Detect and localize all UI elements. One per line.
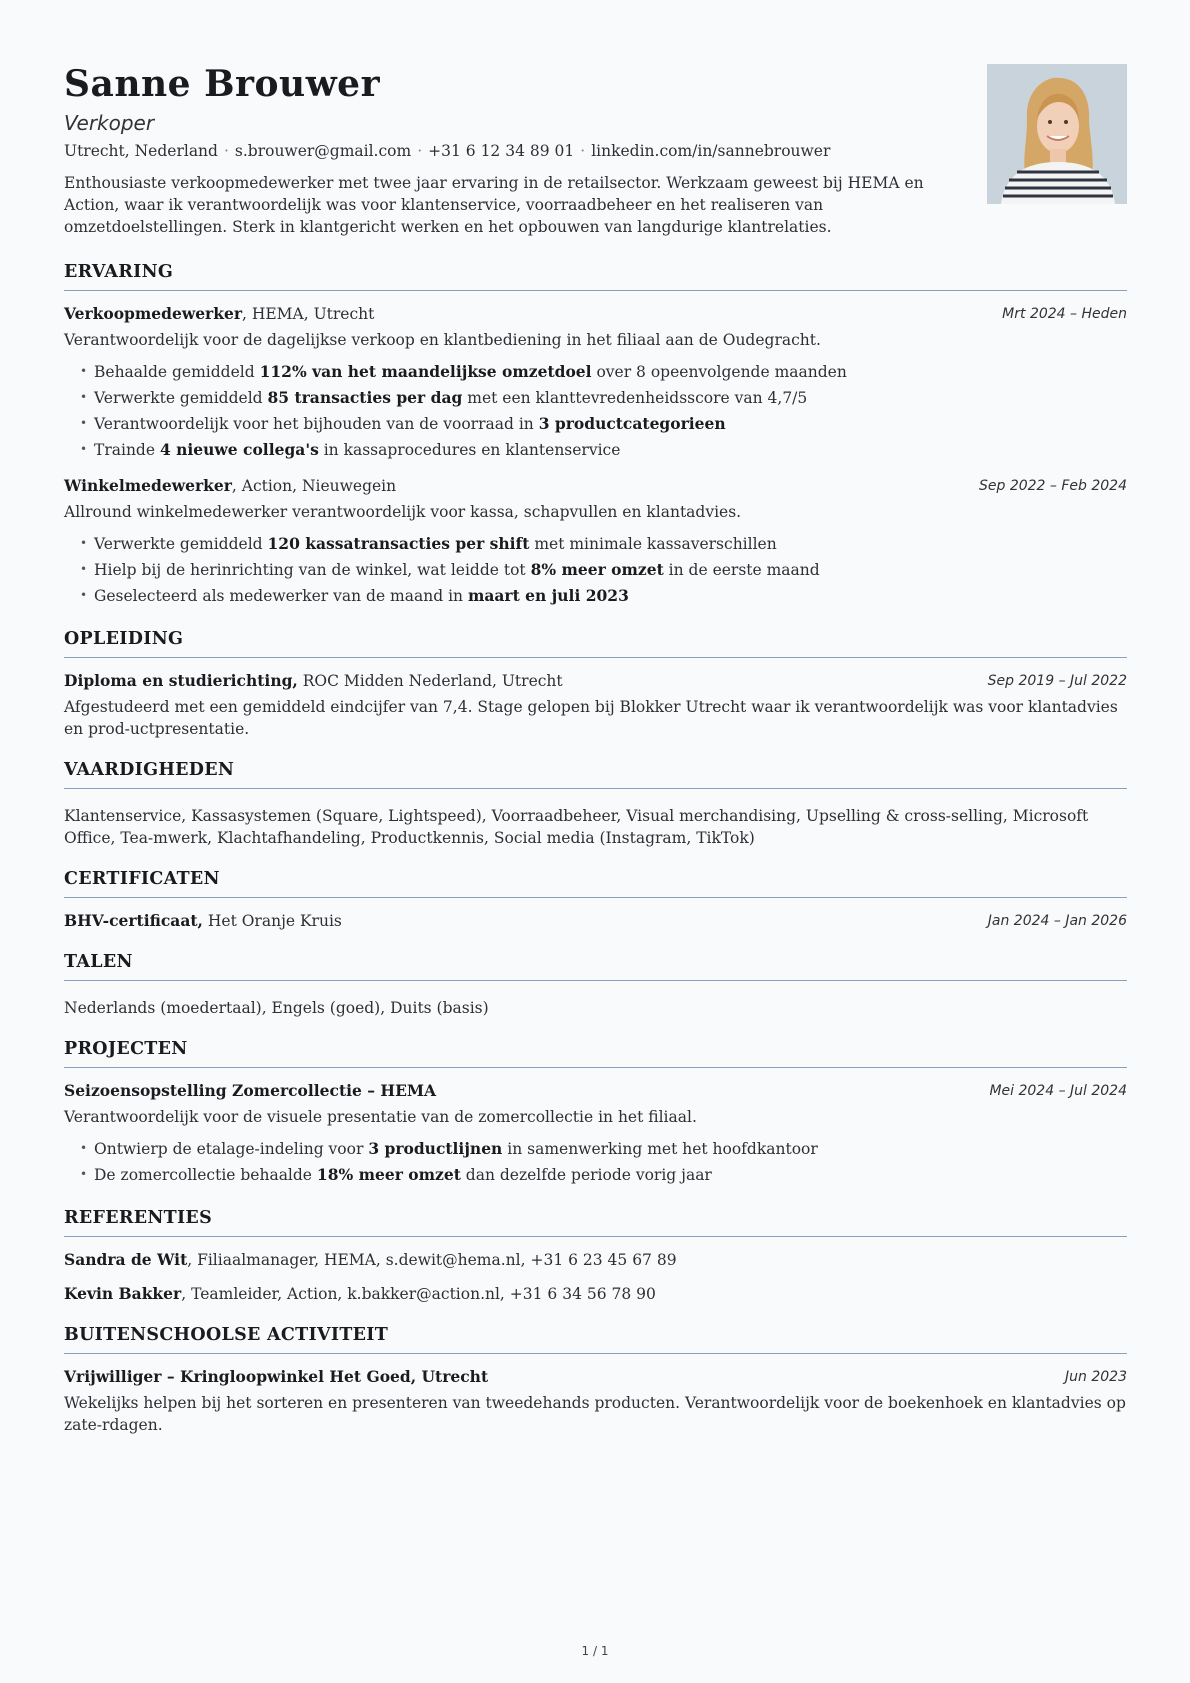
- separator: ·: [417, 142, 423, 160]
- education-entry: [64, 670, 1127, 740]
- list-item: • Verwerkte gemiddeld 85 transacties per dag met een klanttevredenheidsscore van 4,7/5: [80, 385, 1127, 411]
- achievement-list: [80, 1136, 1127, 1188]
- reference-item: [64, 1249, 1127, 1271]
- contact-line: [64, 140, 1127, 162]
- entry-title: [64, 910, 342, 932]
- list-item: • De zomercollectie behaalde 18% meer omzet dan dezelfde periode vorig jaar: [80, 1162, 1127, 1188]
- achievement-list: [80, 531, 1127, 609]
- entry-date: Mrt 2024 – Heden: [1002, 306, 1127, 322]
- location: Utrecht, Nederland: [64, 142, 218, 160]
- entry-description: Wekelijks helpen bij het sorteren en presenteren van tweedehands producten. Verantwoordelijk voor de boekenhoek en klantadvies op zate-rdagen.: [64, 1394, 1126, 1434]
- section-title: VAARDIGHEDEN: [64, 758, 1127, 789]
- profile-photo-illustration: [987, 64, 1127, 204]
- list-item: • Ontwierp de etalage-indeling voor 3 productlijnen in samenwerking met het hoofdkantoor: [80, 1136, 1127, 1162]
- entry-description: Afgestudeerd met een gemiddeld eindcijfer van 7,4. Stage gelopen bij Blokker Utrecht waar ik verantwoordelijk was voor klantadvies en prod-uctpresentatie.: [64, 698, 1118, 738]
- separator: ·: [580, 142, 586, 160]
- section-title: ERVARING: [64, 260, 1127, 291]
- school: ROC Midden Nederland, Utrecht: [297, 672, 563, 690]
- entry-description: Verantwoordelijk voor de dagelijkse verkoop en klantbediening in het filiaal aan de Oudegracht.: [64, 331, 821, 349]
- experience-section: [64, 260, 1127, 609]
- section-title: TALEN: [64, 950, 1127, 981]
- entry-title: [64, 1366, 488, 1388]
- certificates-section: [64, 867, 1127, 932]
- skills-section: [64, 758, 1127, 849]
- list-item: • Behaalde gemiddeld 112% van het maandelijkse omzetdoel over 8 opeenvolgende maanden: [80, 359, 1127, 385]
- candidate-role: Verkoper: [64, 111, 155, 135]
- entry-date: Jun 2023: [1065, 1369, 1127, 1385]
- entry-title: [64, 303, 374, 325]
- education-section: [64, 627, 1127, 740]
- degree: Diploma en studierichting,: [64, 671, 298, 690]
- list-item: • Geselecteerd als medewerker van de maand in maart en juli 2023: [80, 583, 1127, 609]
- skills-list: Klantenservice, Kassasystemen (Square, Lightspeed), Voorraadbeheer, Visual merchandising, Upselling & cross-selling, Microsoft Office, Tea-mwerk, Klachtafhandeling, Productkennis, Social media (Instagram, TikTok): [64, 807, 1089, 847]
- projects-section: [64, 1037, 1127, 1188]
- list-item: • Verantwoordelijk voor het bijhouden van de voorraad in 3 productcategorieen: [80, 411, 1127, 437]
- entry-date: Sep 2019 – Jul 2022: [987, 673, 1127, 689]
- entry-title: [64, 1080, 436, 1102]
- issuer: Het Oranje Kruis: [202, 912, 342, 930]
- employer: , Action, Nieuwegein: [231, 477, 397, 495]
- references-section: [64, 1206, 1127, 1305]
- entry-date: Sep 2022 – Feb 2024: [979, 478, 1127, 494]
- page-number: 1 / 1: [581, 1644, 609, 1658]
- list-item: • Verwerkte gemiddeld 120 kassatransacties per shift met minimale kassaverschillen: [80, 531, 1127, 557]
- profile-photo: [987, 64, 1127, 204]
- entry-description: Verantwoordelijk voor de visuele presentatie van de zomercollectie in het filiaal.: [64, 1108, 697, 1126]
- section-title: PROJECTEN: [64, 1037, 1127, 1068]
- profile-summary: Enthousiaste verkoopmedewerker met twee jaar ervaring in de retailsector. Werkzaam geweest bij HEMA en Action, waar ik verantwoordelijk was voor klantenservice, voorraadbeheer en het realiseren van omzetdoelstellingen. Sterk in klantgericht werken en het opbouwen van langdurige klantrelaties.: [64, 174, 924, 236]
- entry-title: [64, 670, 563, 692]
- activity-entry: [64, 1366, 1127, 1436]
- list-item: • Trainde 4 nieuwe collega's in kassaprocedures en klantenservice: [80, 437, 1127, 463]
- experience-entry: [64, 475, 1127, 609]
- job-title: Verkoopmedewerker: [64, 304, 242, 323]
- certificate-entry: [64, 910, 1127, 932]
- reference-details: , Teamleider, Action, k.bakker@action.nl, +31 6 34 56 78 90: [181, 1285, 656, 1303]
- resume-header: [64, 62, 1127, 242]
- entry-date: Jan 2024 – Jan 2026: [987, 913, 1127, 929]
- activity-name: Vrijwilliger – Kringloopwinkel Het Goed, Utrecht: [64, 1367, 489, 1386]
- achievement-list: [80, 359, 1127, 463]
- reference-details: , Filiaalmanager, HEMA, s.dewit@hema.nl, +31 6 23 45 67 89: [187, 1251, 677, 1269]
- job-title: Winkelmedewerker: [64, 476, 232, 495]
- languages-list: Nederlands (moedertaal), Engels (goed), Duits (basis): [64, 999, 489, 1017]
- activities-section: [64, 1323, 1127, 1436]
- reference-name: Kevin Bakker: [64, 1284, 182, 1303]
- section-title: BUITENSCHOOLSE ACTIVITEIT: [64, 1323, 1127, 1354]
- section-title: CERTIFICATEN: [64, 867, 1127, 898]
- separator: ·: [223, 142, 229, 160]
- reference-name: Sandra de Wit: [64, 1250, 188, 1269]
- employer: , HEMA, Utrecht: [242, 305, 375, 323]
- languages-section: [64, 950, 1127, 1019]
- email-link[interactable]: s.brouwer@gmail.com: [234, 142, 412, 160]
- section-title: REFERENTIES: [64, 1206, 1127, 1237]
- linkedin-link[interactable]: linkedin.com/in/sannebrouwer: [591, 142, 831, 160]
- certificate-name: BHV-certificaat,: [64, 911, 203, 930]
- reference-item: [64, 1283, 1127, 1305]
- entry-title: [64, 475, 396, 497]
- candidate-name: Sanne Brouwer: [64, 63, 381, 105]
- experience-entry: [64, 303, 1127, 463]
- project-name: Seizoensopstelling Zomercollectie – HEMA: [64, 1081, 437, 1100]
- entry-description: Allround winkelmedewerker verantwoordelijk voor kassa, schapvullen en klantadvies.: [64, 503, 742, 521]
- entry-date: Mei 2024 – Jul 2024: [989, 1083, 1127, 1099]
- resume-page: [64, 62, 1127, 1436]
- section-title: OPLEIDING: [64, 627, 1127, 658]
- project-entry: [64, 1080, 1127, 1188]
- list-item: • Hielp bij de herinrichting van de winkel, wat leidde tot 8% meer omzet in de eerste maand: [80, 557, 1127, 583]
- phone: +31 6 12 34 89 01: [428, 142, 575, 160]
